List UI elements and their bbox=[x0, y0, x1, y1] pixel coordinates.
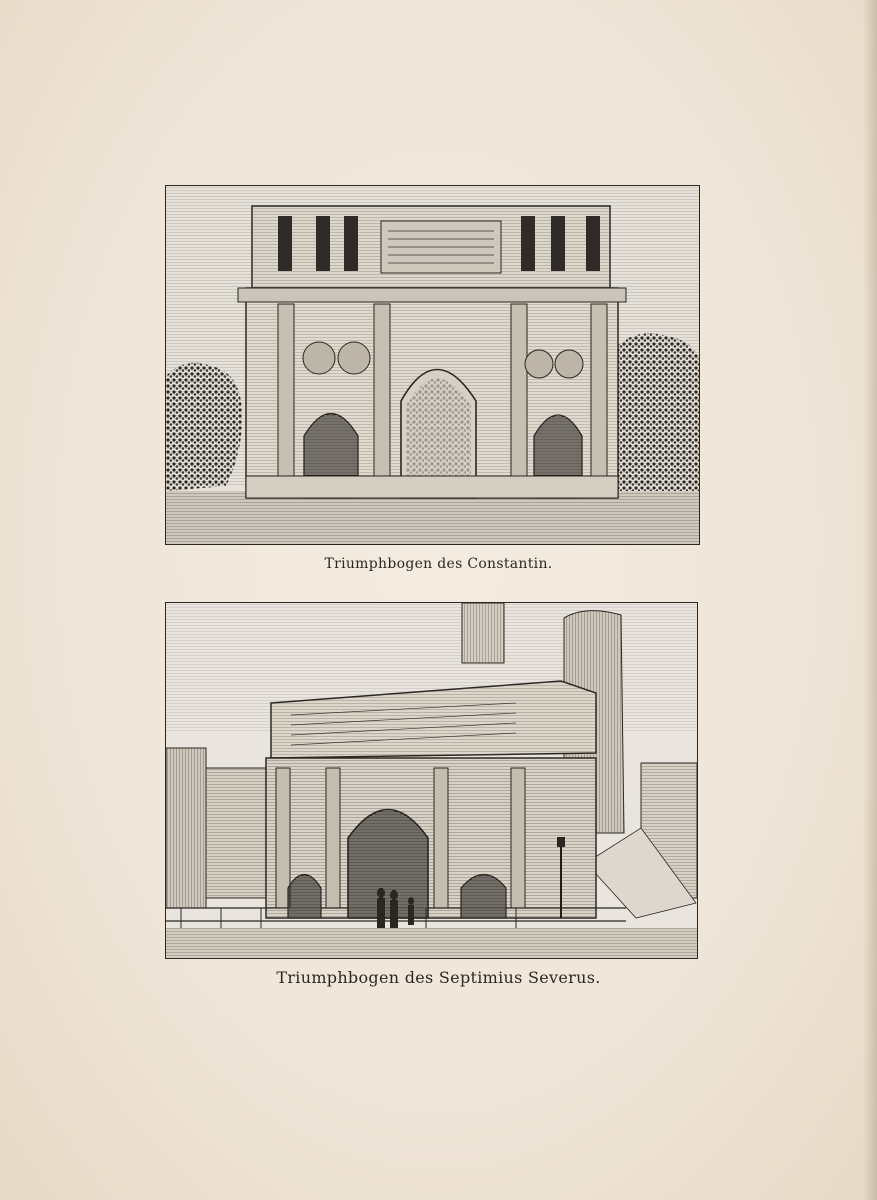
arch-of-constantine-engraving-icon bbox=[165, 185, 700, 545]
arch-of-septimius-severus-engraving-icon bbox=[165, 602, 698, 959]
page-edge-shadow bbox=[863, 0, 877, 1200]
caption-arch-of-constantine: Triumphbogen des Constantin. bbox=[324, 556, 553, 572]
caption-arch-of-septimius-severus: Triumphbogen des Septimius Severus. bbox=[276, 968, 601, 987]
